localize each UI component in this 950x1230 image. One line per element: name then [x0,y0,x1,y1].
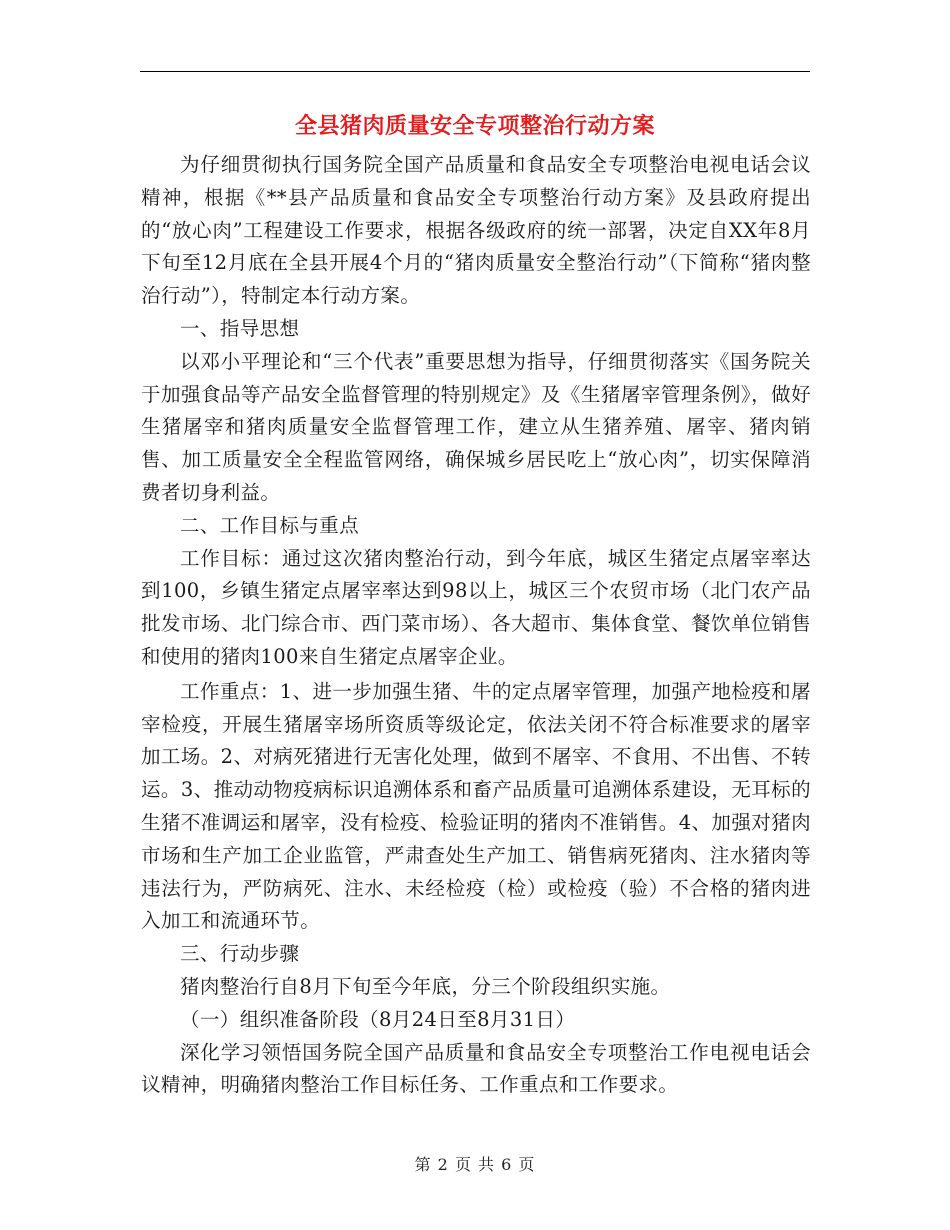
paragraph-work-goals: 工作目标：通过这次猪肉整治行动，到今年底，城区生猪定点屠宰率达到100，乡镇生猪定点屠宰率达到98以上，城区三个农贸市场（北门农产品批发市场、北门综合市、西门菜市场）、各大超市、集体食堂、餐饮单位销售和使用的猪肉100来自生猪定点屠宰企业。 [141,546,811,668]
section-heading-goals: 二、工作目标与重点 [180,513,360,537]
subsection-heading-preparation: （一）组织准备阶段（8月24日至8月31日） [180,1007,576,1031]
header-rule [140,71,810,72]
paragraph-guiding-ideology: 以邓小平理论和“三个代表”重要思想为指导，仔细贯彻落实《国务院关于加强食品等产品安全监督管理的特别规定》及《生猪屠宰管理条例》，做好生猪屠宰和猪肉质量安全监督管理工作，建立从生猪养殖、屠宰、猪肉销售、加工质量安全全程监管网络，确保城乡居民吃上“放心肉”，切实保障消费者切身利益。 [141,349,811,504]
paragraph-action-overview: 猪肉整治行自8月下旬至今年底，分三个阶段组织实施。 [180,974,671,998]
paragraph-work-focus: 工作重点：1、进一步加强生猪、牛的定点屠宰管理，加强产地检疫和屠宰检疫，开展生猪屠宰场所资质等级论定，依法关闭不符合标准要求的屠宰加工场。2、对病死猪进行无害化处理，做到不屠宰、不食用、不出售、不转运。3、推动动物疫病标识追溯体系和畜产品质量可追溯体系建设，无耳标的生猪不准调运和屠宰，没有检疫、检验证明的猪肉不准销售。4、加强对猪肉市场和生产加工企业监管，严肃查处生产加工、销售病死猪肉、注水猪肉等违法行为，严防病死、注水、未经检疫（检）或检疫（验）不合格的猪肉进入加工和流通环节。 [141,679,811,933]
paragraph-preparation: 深化学习领悟国务院全国产品质量和食品安全专项整治工作电视电话会议精神，明确猪肉整治工作目标任务、工作重点和工作要求。 [141,1040,811,1097]
section-heading-action-steps: 三、行动步骤 [180,942,300,966]
section-heading-guiding-ideology: 一、指导思想 [180,316,300,340]
document-title: 全县猪肉质量安全专项整治行动方案 [294,113,655,139]
page-number: 第 2 页 共 6 页 [414,1155,536,1174]
document-body [141,149,811,1102]
paragraph-intro: 为仔细贯彻执行国务院全国产品质量和食品安全专项整治电视电话会议精神，根据《**县产品质量和食品安全专项整治行动方案》及县政府提出的“放心肉”工程建设工作要求，根据各级政府的统一部署，决定自XX年8月下旬至12月底在全县开展4个月的“猪肉质量安全整治行动”（下简称“猪肉整治行动”），特制定本行动方案。 [141,153,811,308]
